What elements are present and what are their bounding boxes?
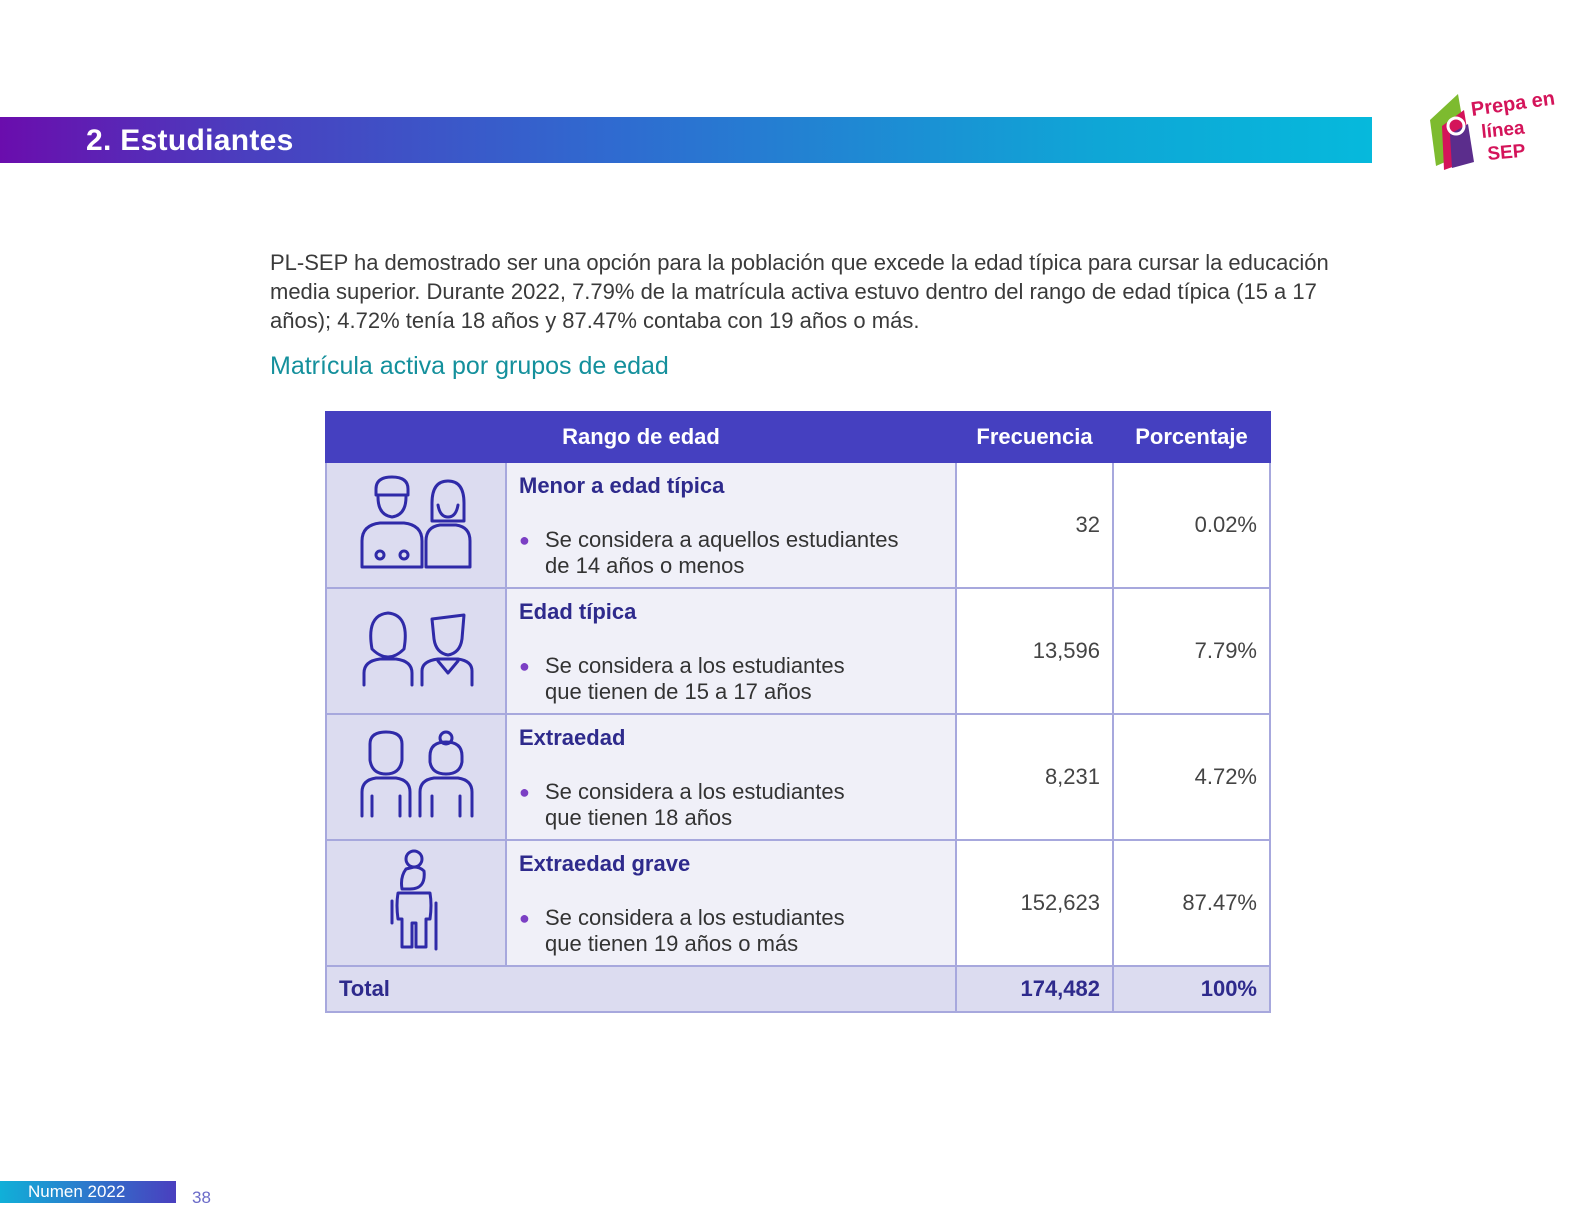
child-students-icon [358,475,474,571]
icon-cell [326,588,506,714]
category-description [506,462,956,588]
table-row [326,462,1270,588]
svg-text:línea: línea [1480,117,1526,143]
bullet-line-2: que tienen 18 años [545,805,733,830]
bullet-line-1: Se considera a los estudiantes [545,779,845,804]
category-bullet [519,653,943,705]
total-percentage: 100% [1113,966,1270,1012]
table-title: Matrícula activa por grupos de edad [270,352,669,380]
intro-paragraph: PL-SEP ha demostrado ser una opción para la población que excede la edad típica para cursar la educación media superior. Durante 2022, 7.79% de la matrícula activa estuvo dentro del rango de edad típica (15 a 17 años); 4.72% tenía 18 años y 87.47% contaba con 19 años o más. [270,250,1329,333]
total-row [326,966,1270,1012]
bullet-line-1: Se considera a los estudiantes [545,905,845,930]
svg-text:SEP: SEP [1486,140,1527,165]
total-frequency: 174,482 [956,966,1113,1012]
young-students-icon [358,609,474,689]
percentage-cell: 7.79% [1113,588,1270,714]
bullet-line-2: que tienen de 15 a 17 años [545,679,812,704]
percentage-cell: 87.47% [1113,840,1270,966]
icon-cell [326,714,506,840]
prepa-en-linea-logo [1428,87,1557,174]
age-groups-table [325,411,1271,1013]
bullet-dot: ● [519,782,530,802]
category-description [506,588,956,714]
bullet-dot: ● [519,530,530,550]
category-bullet [519,527,943,579]
category-description [506,714,956,840]
bullet-dot: ● [519,908,530,928]
table-header-row [326,412,1270,462]
page-number: 38 [192,1188,211,1207]
svg-text:Prepa en: Prepa en [1469,87,1557,121]
category-bullet [519,779,943,831]
section-title: 2. Estudiantes [86,124,294,157]
header-frequency: Frecuencia [956,412,1113,462]
category-name: Menor a edad típica [519,473,725,498]
table-row [326,588,1270,714]
bullet-line-2: que tienen 19 años o más [545,931,799,956]
frequency-cell: 32 [956,462,1113,588]
bullet-line-1: Se considera a aquellos estudiantes [545,527,899,552]
category-name: Extraedad grave [519,851,691,876]
adult-students-icon [358,730,474,820]
icon-cell [326,840,506,966]
header-age-range: Rango de edad [326,412,956,462]
total-label: Total [326,966,956,1012]
footer-label: Numen 2022 [28,1182,126,1201]
table-row [326,840,1270,966]
frequency-cell: 13,596 [956,588,1113,714]
frequency-cell: 152,623 [956,840,1113,966]
icon-cell [326,462,506,588]
bullet-line-1: Se considera a los estudiantes [545,653,845,678]
category-name: Edad típica [519,599,637,624]
header-percentage: Porcentaje [1113,412,1270,462]
percentage-cell: 4.72% [1113,714,1270,840]
category-description [506,840,956,966]
category-name: Extraedad [519,725,626,750]
bullet-dot: ● [519,656,530,676]
table-row [326,714,1270,840]
percentage-cell: 0.02% [1113,462,1270,588]
bullet-line-2: de 14 años o menos [545,553,745,578]
category-bullet [519,905,943,957]
frequency-cell: 8,231 [956,714,1113,840]
elderly-student-icon [386,849,446,953]
